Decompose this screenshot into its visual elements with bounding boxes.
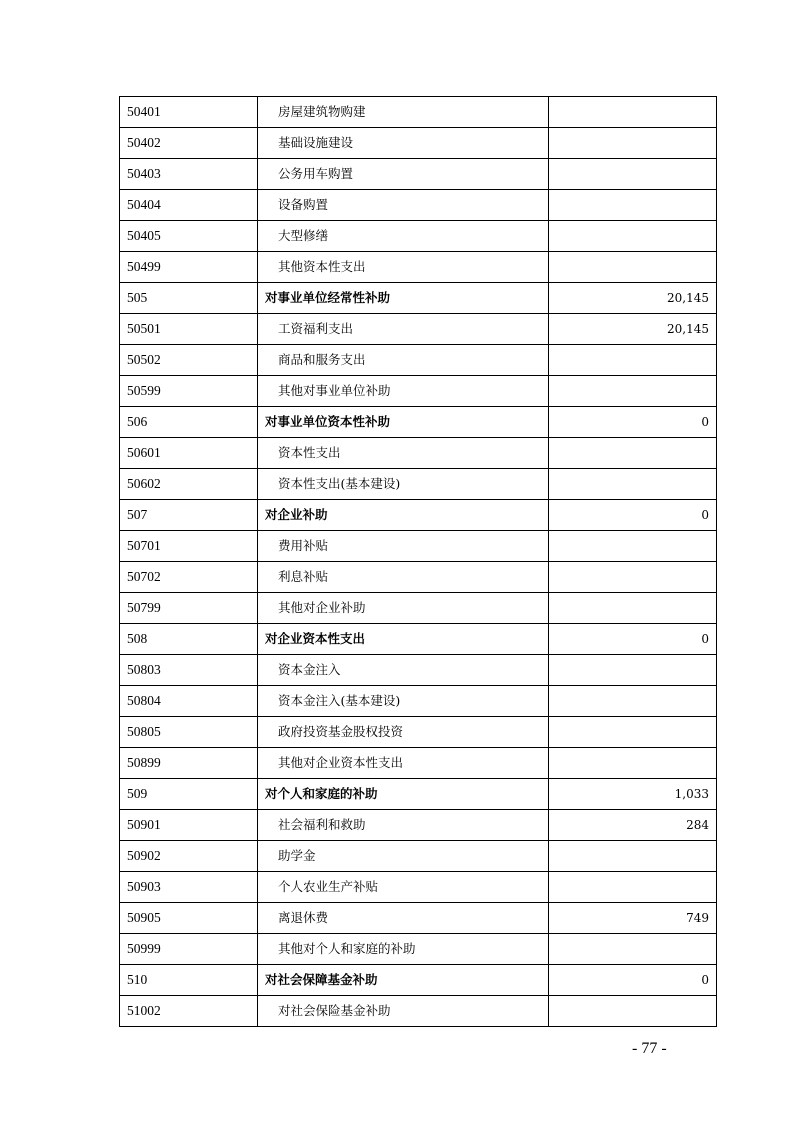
- item-name-cell: 资本金注入(基本建设): [258, 686, 549, 717]
- amount-cell: [549, 841, 717, 872]
- item-name-cell: 其他对事业单位补助: [258, 376, 549, 407]
- page-number: - 77 -: [632, 1040, 667, 1057]
- item-name-cell: 基础设施建设: [258, 128, 549, 159]
- item-name-cell: 对事业单位资本性补助: [258, 407, 549, 438]
- table-row: [120, 655, 717, 686]
- table-row: [120, 934, 717, 965]
- amount-cell: [549, 221, 717, 252]
- economic-code-cell: 50702: [120, 562, 258, 593]
- amount-cell: 0: [549, 624, 717, 655]
- category-row: [120, 283, 717, 314]
- amount-cell: [549, 686, 717, 717]
- table-row: [120, 314, 717, 345]
- amount-cell: [549, 531, 717, 562]
- table-row: [120, 810, 717, 841]
- item-name-cell: 设备购置: [258, 190, 549, 221]
- amount-cell: [549, 252, 717, 283]
- table-row: [120, 686, 717, 717]
- item-name-cell: 对个人和家庭的补助: [258, 779, 549, 810]
- table-row: [120, 872, 717, 903]
- table-row: [120, 531, 717, 562]
- item-name-cell: 其他对企业资本性支出: [258, 748, 549, 779]
- amount-cell: 20,145: [549, 314, 717, 345]
- table-row: [120, 345, 717, 376]
- amount-cell: [549, 345, 717, 376]
- table-row: [120, 128, 717, 159]
- item-name-cell: 公务用车购置: [258, 159, 549, 190]
- table-row: [120, 252, 717, 283]
- amount-cell: [549, 717, 717, 748]
- table-body: [120, 97, 717, 1027]
- table-row: [120, 438, 717, 469]
- amount-cell: [549, 748, 717, 779]
- item-name-cell: 对企业资本性支出: [258, 624, 549, 655]
- table-row: [120, 469, 717, 500]
- economic-code-cell: 50404: [120, 190, 258, 221]
- amount-cell: 0: [549, 965, 717, 996]
- amount-cell: 284: [549, 810, 717, 841]
- economic-code-cell: 50501: [120, 314, 258, 345]
- economic-code-cell: 50402: [120, 128, 258, 159]
- economic-code-cell: 50599: [120, 376, 258, 407]
- economic-code-cell: 505: [120, 283, 258, 314]
- amount-cell: 749: [549, 903, 717, 934]
- table-row: [120, 593, 717, 624]
- item-name-cell: 资本性支出: [258, 438, 549, 469]
- item-name-cell: 费用补贴: [258, 531, 549, 562]
- amount-cell: [549, 562, 717, 593]
- amount-cell: [549, 376, 717, 407]
- table-row: [120, 717, 717, 748]
- economic-code-cell: 50499: [120, 252, 258, 283]
- economic-code-cell: 50405: [120, 221, 258, 252]
- economic-code-cell: 50903: [120, 872, 258, 903]
- item-name-cell: 资本金注入: [258, 655, 549, 686]
- economic-code-cell: 50403: [120, 159, 258, 190]
- table-row: [120, 190, 717, 221]
- economic-code-cell: 50701: [120, 531, 258, 562]
- item-name-cell: 个人农业生产补贴: [258, 872, 549, 903]
- economic-code-cell: 50502: [120, 345, 258, 376]
- table-row: [120, 376, 717, 407]
- item-name-cell: 政府投资基金股权投资: [258, 717, 549, 748]
- item-name-cell: 对社会保障基金补助: [258, 965, 549, 996]
- table-row: [120, 221, 717, 252]
- table-row: [120, 562, 717, 593]
- category-row: [120, 500, 717, 531]
- category-row: [120, 779, 717, 810]
- item-name-cell: 离退休费: [258, 903, 549, 934]
- amount-cell: [549, 996, 717, 1027]
- amount-cell: [549, 655, 717, 686]
- category-row: [120, 624, 717, 655]
- item-name-cell: 大型修缮: [258, 221, 549, 252]
- amount-cell: 0: [549, 407, 717, 438]
- item-name-cell: 商品和服务支出: [258, 345, 549, 376]
- item-name-cell: 资本性支出(基本建设): [258, 469, 549, 500]
- table-row: [120, 748, 717, 779]
- item-name-cell: 工资福利支出: [258, 314, 549, 345]
- item-name-cell: 房屋建筑物购建: [258, 97, 549, 128]
- table-row: [120, 996, 717, 1027]
- table-row: [120, 841, 717, 872]
- economic-code-cell: 50601: [120, 438, 258, 469]
- item-name-cell: 助学金: [258, 841, 549, 872]
- economic-code-cell: 50905: [120, 903, 258, 934]
- budget-expenditure-table: [119, 96, 717, 1027]
- amount-cell: [549, 190, 717, 221]
- amount-cell: [549, 159, 717, 190]
- item-name-cell: 对事业单位经常性补助: [258, 283, 549, 314]
- amount-cell: [549, 872, 717, 903]
- amount-cell: [549, 97, 717, 128]
- item-name-cell: 社会福利和救助: [258, 810, 549, 841]
- category-row: [120, 965, 717, 996]
- economic-code-cell: 50602: [120, 469, 258, 500]
- economic-code-cell: 50899: [120, 748, 258, 779]
- economic-code-cell: 508: [120, 624, 258, 655]
- amount-cell: 0: [549, 500, 717, 531]
- economic-code-cell: 50799: [120, 593, 258, 624]
- economic-code-cell: 50803: [120, 655, 258, 686]
- amount-cell: [549, 934, 717, 965]
- economic-code-cell: 506: [120, 407, 258, 438]
- amount-cell: 1,033: [549, 779, 717, 810]
- item-name-cell: 对企业补助: [258, 500, 549, 531]
- item-name-cell: 对社会保险基金补助: [258, 996, 549, 1027]
- amount-cell: [549, 438, 717, 469]
- amount-cell: [549, 128, 717, 159]
- economic-code-cell: 507: [120, 500, 258, 531]
- economic-code-cell: 50805: [120, 717, 258, 748]
- economic-code-cell: 50804: [120, 686, 258, 717]
- item-name-cell: 其他资本性支出: [258, 252, 549, 283]
- table-row: [120, 97, 717, 128]
- economic-code-cell: 50901: [120, 810, 258, 841]
- table-row: [120, 159, 717, 190]
- amount-cell: [549, 469, 717, 500]
- economic-code-cell: 51002: [120, 996, 258, 1027]
- economic-code-cell: 50999: [120, 934, 258, 965]
- category-row: [120, 407, 717, 438]
- economic-code-cell: 50401: [120, 97, 258, 128]
- item-name-cell: 其他对个人和家庭的补助: [258, 934, 549, 965]
- item-name-cell: 其他对企业补助: [258, 593, 549, 624]
- economic-code-cell: 509: [120, 779, 258, 810]
- table-row: [120, 903, 717, 934]
- amount-cell: [549, 593, 717, 624]
- economic-code-cell: 510: [120, 965, 258, 996]
- item-name-cell: 利息补贴: [258, 562, 549, 593]
- economic-code-cell: 50902: [120, 841, 258, 872]
- amount-cell: 20,145: [549, 283, 717, 314]
